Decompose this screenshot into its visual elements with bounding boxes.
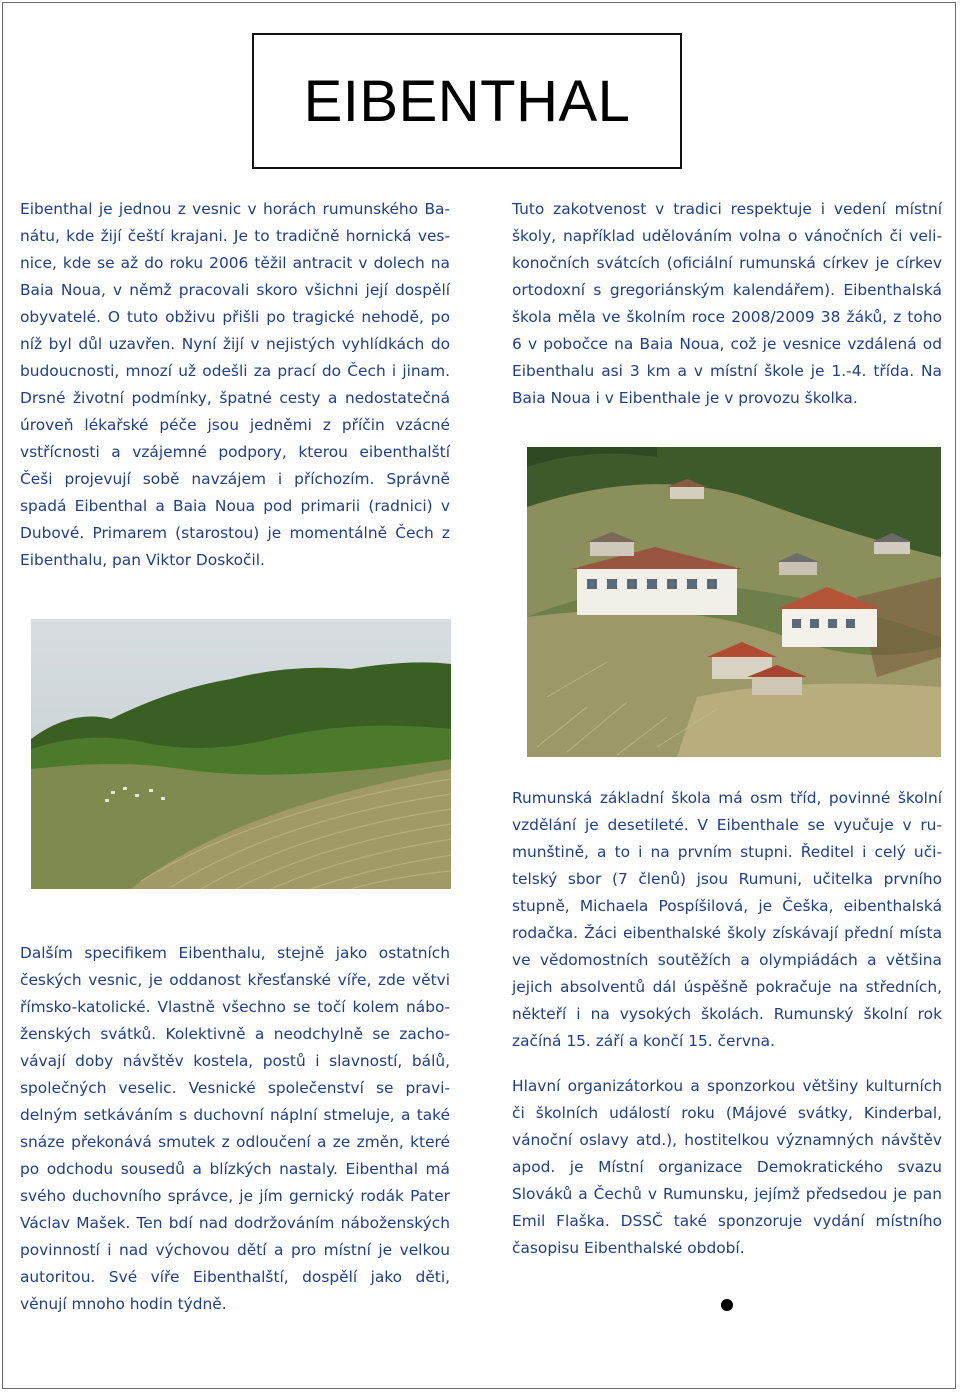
intro-paragraph: Eibenthal je jednou z vesnic v horách rumunského Banátu, kde žijí čeští krajani. Je to tradičně hornická vesnice, kde se až do roku 2006 těžil antracit v dolech na Baia Noua, v němž pracovali skoro všichni její dospělí obyvatelé. O tuto obživu přišli po tragické nehodě, po níž byl důl uzavřen. Nyní žijí v nejistých vyhlídkách do budoucnosti, mnozí už odešli za prací do Čech i jinam. Drsné životní podmínky, špatné cesty a nedostatečná úroveň lékařské péče jsou jedněmi z příčin vzácné vstřícnosti a vzájemné podpory, kterou eibenthalští Češi projevují sobě navzájem i příchozím. Správně spadá Eibenthal a Baia Noua pod primarii (radnici) v Dubové. Primarem (starostou) je momentálně Čech z Eibenthalu, pan Viktor Doskočil. xyxy=(20,200,450,569)
title-box xyxy=(252,33,682,169)
bullet-dot xyxy=(721,1299,733,1311)
school-tradition-column xyxy=(512,196,942,412)
religion-column xyxy=(20,940,450,1318)
organizer-paragraph: Hlavní organizátorkou a sponzorkou většiny kulturních či školních událostí roku (Májové svátky, Kinderbal, vánoční oslavy atd.), hostitelkou významných návštěv apod. je Místní organizace Demokratického svazu Slováků a Čechů v Rumunsku, jejímž předsedou je pan Emil Flaška. DSSČ také sponzoruje vydání místního časopisu Eibenthalské období. xyxy=(512,1077,942,1257)
page-title: EIBENTHAL xyxy=(303,68,631,134)
school-paragraph: Rumunská základní škola má osm tříd, povinné školní vzdělání je desetileté. V Eibenthale se vyučuje v rumunštině, a to i na prvním stupni. Ředitel i celý učitelský sbor (7 členů) jsou Rumuni, učitelka prvního stupně, Michaela Pospíšilová, je Češka, eibenthalská rodačka. Žáci eibenthalské školy získávají přední místa ve vědomostních soutěžích a olympiádách a většina jejich absolventů dál úspěšně pokračuje na středních, někteří i na vysokých školách. Rumunský školní rok začíná 15. září a končí 15. června. xyxy=(512,789,942,1050)
school-column xyxy=(512,785,942,1262)
religion-paragraph: Dalším specifikem Eibenthalu, stejně jako ostatních českých vesnic, je oddanost křesťanské víře, zde větvi římsko-katolické. Vlastně všechno se točí kolem náboženských svátků. Kolektivně a neodchylně se zachovávají doby návštěv kostela, postů i slavností, bálů, společných veselic. Vesnické společenství se pravidelným setkáváním s duchovní náplní stmeluje, a také snáze překonává smutek z odloučení a ze změn, které po odchodu sousedů a blízkých nastaly. Eibenthal má svého duchovního správce, je jím gernický rodák Pater Václav Mašek. Ten bdí nad dodržováním náboženských povinností i nad výchovou dětí a pro místní je velkou autoritou. Své víře Eibenthalští, dospělí jako děti, věnují mnoho hodin týdně. xyxy=(20,944,450,1313)
hillside-photo xyxy=(31,619,451,889)
intro-column xyxy=(20,196,450,574)
school-tradition-paragraph: Tuto zakotvenost v tradici respektuje i vedení místní školy, například udělováním volna o vánočních či velikonočních svátcích (oficiální rumunská církev je církev ortodoxní s gregoriánským kalendářem). Eibenthalská škola měla ve školním roce 2008/2009 38 žáků, z toho 6 v pobočce na Baia Noua, což je vesnice vzdálená od Eibenthalu asi 3 km a v místní škole je 1.-4. třída. Na Baia Noua i v Eibenthale je v provozu školka. xyxy=(512,200,942,407)
village-photo xyxy=(527,447,941,757)
